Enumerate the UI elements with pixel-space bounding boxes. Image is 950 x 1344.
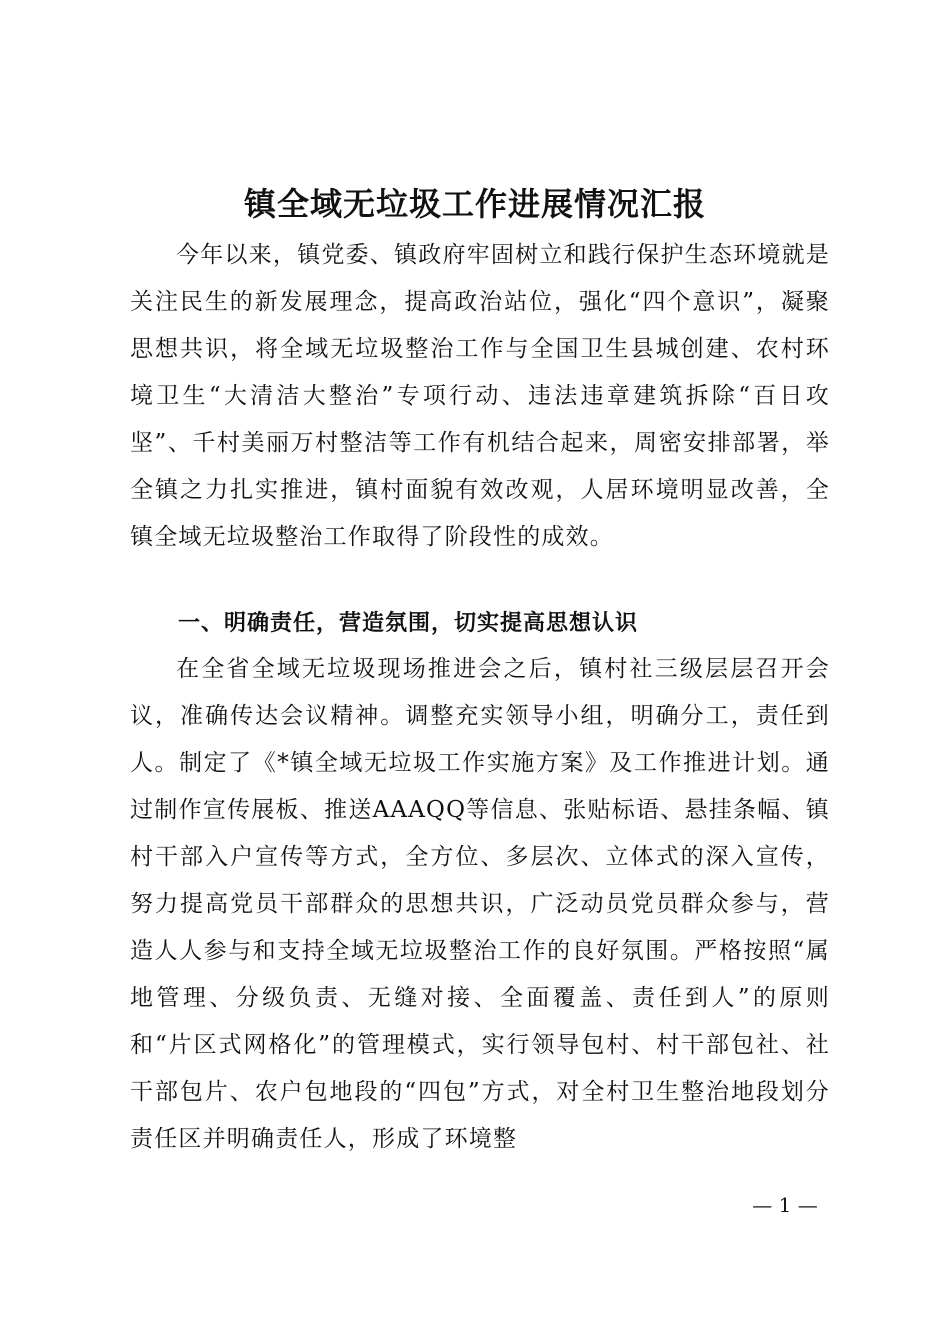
document-title: 镇全域无垃圾工作进展情况汇报 [243,185,706,223]
intro-paragraph: 今年以来，镇党委、镇政府牢固树立和践行保护生态环境就是关注民生的新发展理念，提高政治站位，强化“四个意识”，凝聚思想共识，将全域无垃圾整治工作与全国卫生县城创建、农村环境卫生“大清洁大整治”专项行动、违法违章建筑拆除“百日攻坚”、千村美丽万村整洁等工作有机结合起来，周密安排部署，举全镇之力扎实推进，镇村面貌有效改观，人居环境明显改善，全镇全域无垃圾整治工作取得了阶段性的成效。 [130,242,830,550]
page-number: — 1 — [752,1193,818,1217]
section-1-paragraph: 在全省全域无垃圾现场推进会之后，镇村社三级层层召开会议，准确传达会议精神。调整充实领导小组，明确分工，责任到人。制定了《*镇全域无垃圾工作实施方案》及工作推进计划。通过制作宣传展板、推送AAAQQ等信息、张贴标语、悬挂条幅、镇村干部入户宣传等方式，全方位、多层次、立体式的深入宣传，努力提高党员干部群众的思想共识，广泛动员党员群众参与，营造人人参与和支持全域无垃圾整治工作的良好氛围。严格按照“属地管理、分级负责、无缝对接、全面覆盖、责任到人”的原则和“片区式网格化”的管理模式，实行领导包村、村干部包社、社干部包片、农户包地段的“四包”方式，对全村卫生整治地段划分责任区并明确责任人，形成了环境整 [130,656,830,1152]
section-heading-1: 一、明确责任，营造氛围，切实提高思想认识 [178,611,639,636]
